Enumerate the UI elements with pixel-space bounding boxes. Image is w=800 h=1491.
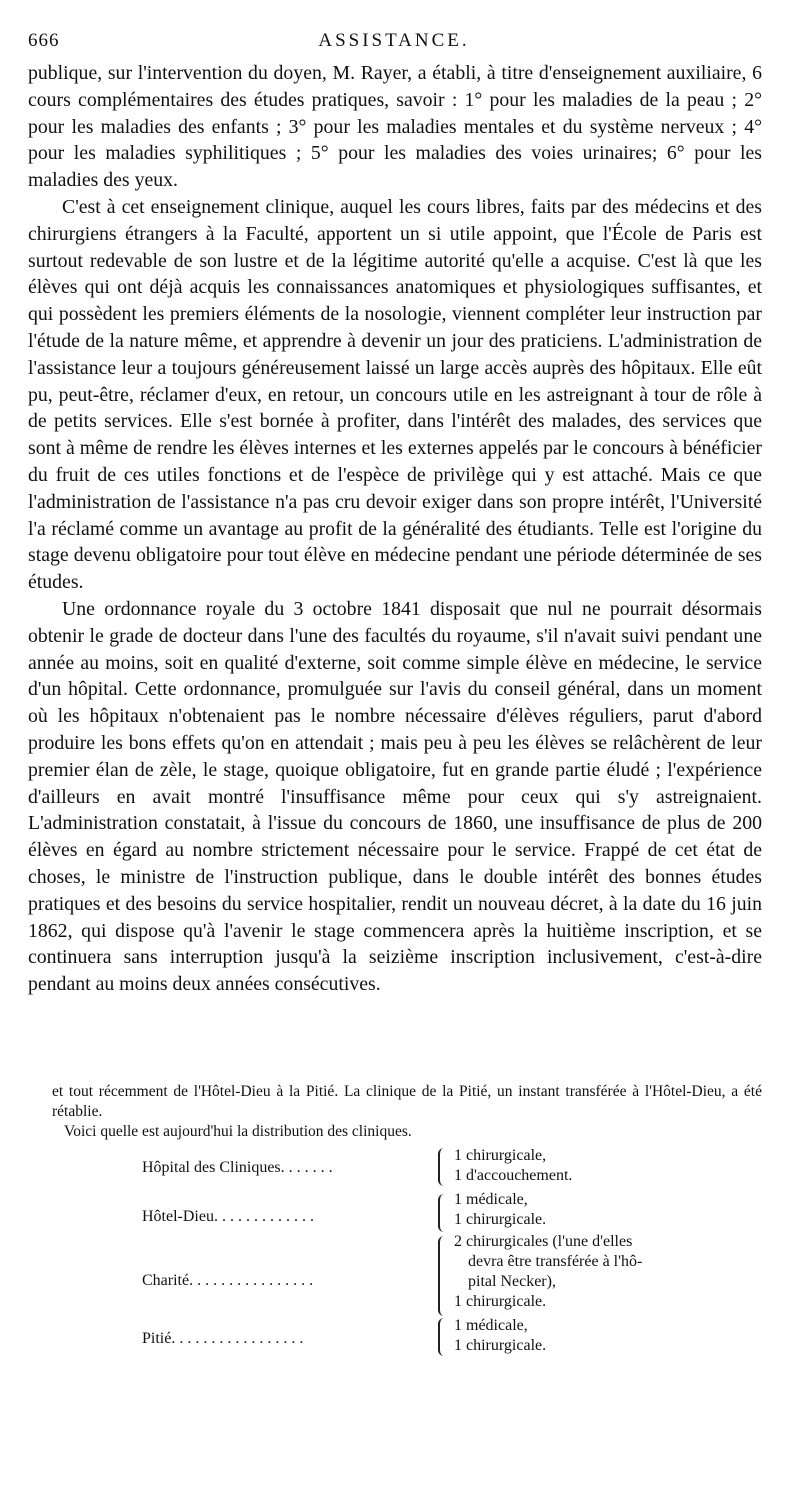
page-header [28, 30, 760, 56]
footnote-text [52, 1082, 762, 1142]
paragraph: C'est à cet enseignement clinique, auquel les cours libres, faits par des médecins et des chirurgiens étrangers à la Faculté, apportent un si utile appoint, que l'École de Paris est surtout redevable de son lustre et de la légitime autorité qu'elle a acquise. C'est là que les élèves qui ont déjà acquis les connaissances anatomiques et physiologiques suffisantes, et qui possèdent les premiers éléments de la nosologie, viennent compléter leur instruction par l'étude de la nature même, et apprendre à devenir un jour des praticiens. L'administration de l'assistance leur a toujours généreusement laissé un large accès auprès des hôpitaux. Elle eût pu, peut-être, réclamer d'eux, en retour, un concours utile en les astreignant à tour de rôle à de petits services. Elle s'est bornée à profiter, dans l'intérêt des malades, des services que sont à même de rendre les élèves internes et les externes appelés par le concours à bénéficier du fruit de ces utiles fonctions et de l'espèce de privilège qui y est attaché. Mais ce que l'administration de l'assistance n'a pas cru devoir exiger dans son propre intérêt, l'Université l'a réclamé comme un avantage au profit de la généralité des étudiants. Telle est l'origine du stage devenu obligatoire pour tout élève en médecine pendant une période déterminée de ses études. [28, 195, 762, 594]
brace [438, 1236, 448, 1316]
paragraph: publique, sur l'intervention du doyen, M. Rayer, a établi, à titre d'enseignement auxiliaire, 6 cours complémentaires des études pratiques, savoir : 1° pour les maladies de la peau ; 2° pour les maladies des enfants ; 3° pour les maladies mentales et du système nerveux ; 4° pour les maladies syphilitiques ; 5° pour les maladies des voies urinaires; 6° pour les maladies des yeux. [28, 62, 762, 192]
brace [438, 1318, 448, 1356]
clinic-item: 1 d'accouchement. [454, 1167, 573, 1184]
clinic-name: Hôtel-Dieu. . . . . . . . . . . . . [142, 1208, 314, 1225]
clinic-item: pital Necker), [468, 1273, 556, 1290]
clinic-item: 1 médicale, [454, 1317, 528, 1334]
brace [438, 1148, 448, 1186]
main-text [28, 60, 762, 998]
clinic-name: Hôpital des Cliniques. . . . . . . [142, 1159, 333, 1176]
clinic-items [454, 1146, 754, 1186]
running-head: ASSISTANCE. [318, 30, 470, 51]
clinic-name: Pitié. . . . . . . . . . . . . . . . . [142, 1330, 304, 1347]
clinic-item: 1 chirurgicale. [454, 1337, 547, 1354]
clinic-item: 2 chirurgicales (l'une d'elles [454, 1233, 633, 1250]
paragraph: Une ordonnance royale du 3 octobre 1841 disposait que nul ne pourrait désormais obtenir le grade de docteur dans l'une des facultés du royaume, s'il n'avait suivi pendant une année au moins, soit en qualité d'externe, soit comme simple élève en médecine, le service d'un hôpital. Cette ordonnance, promulguée sur l'avis du conseil général, dans un moment où les hôpitaux n'obtenaient pas le nombre nécessaire d'élèves réguliers, parut d'abord produire les bons effets qu'on en attendait ; mais peu à peu les élèves se relâchèrent de leur premier élan de zèle, le stage, quoique obligatoire, fut en grande partie éludé ; l'expérience d'ailleurs en avait montré l'insuffisance même pour ceux qui s'y astreignaient. L'administration constatait, à l'issue du concours de 1860, une insuffisance de plus de 200 élèves en égard au nombre strictement nécessaire pour le service. Frappé de cet état de choses, le ministre de l'instruction publique, dans le double intérêt des bonnes études pratiques et des besoins du service hospitalier, rendit un nouveau décret, à la date du 16 juin 1862, qui dispose qu'à l'avenir le stage commencera après la huitième inscription, et se continuera sans interruption jusqu'à la seizième inscription inclusivement, c'est-à-dire pendant au moins deux années consécutives. [28, 597, 762, 996]
clinic-item: 1 chirurgicale. [454, 1211, 547, 1228]
clinic-items [454, 1190, 754, 1230]
small-paragraph: Voici quelle est aujourd'hui la distribution des cliniques. [64, 1123, 412, 1140]
clinic-item: devra être transférée à l'hô- [468, 1253, 643, 1270]
clinic-name: Charité. . . . . . . . . . . . . . . . [142, 1272, 314, 1289]
small-paragraph: et tout récemment de l'Hôtel-Dieu à la Pitié. La clinique de la Pitié, un instant transférée à l'Hôtel-Dieu, a été rétablie. [52, 1083, 762, 1120]
clinic-items [454, 1316, 754, 1356]
page-number: 666 [28, 30, 60, 51]
brace [438, 1194, 448, 1232]
clinic-item: 1 chirurgicale. [454, 1293, 547, 1310]
clinic-item: 1 médicale, [454, 1191, 528, 1208]
clinic-items [454, 1232, 754, 1312]
clinic-item: 1 chirurgicale, [454, 1147, 547, 1164]
